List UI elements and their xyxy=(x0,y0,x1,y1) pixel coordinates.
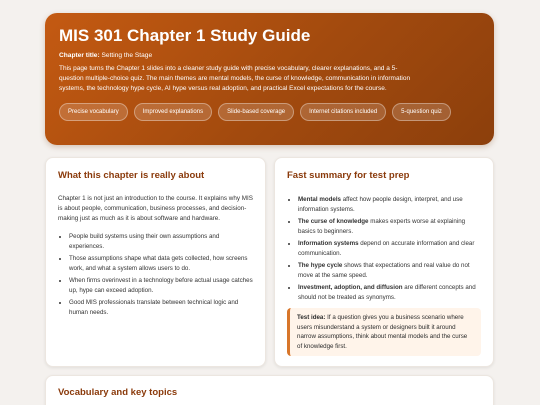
tip-text: If a question gives you a business scenario where users misunderstand a system or designers built it around narrow assumptions, think about mental models and the curse of knowledge first. xyxy=(297,314,468,350)
list-item xyxy=(298,283,481,302)
vocab-heading: Vocabulary and key topics xyxy=(58,387,178,398)
hero-description: This page turns the Chapter 1 slides into a cleaner study guide with precise vocabulary, clearer explanations, and a 5-question multiple-choice quiz. The main themes are mental models, the curse of knowledge, communication in information systems, the technology hype cycle, AI hype versus real adoption, and practical Excel expectations for the course. xyxy=(59,65,411,92)
summary-text: shows that expectations and real value do not move at the same speed. xyxy=(298,262,470,279)
summary-text: makes experts worse at explaining basics to beginners. xyxy=(298,218,466,235)
list-item xyxy=(298,195,481,214)
chip-row xyxy=(59,103,480,121)
about-bullets xyxy=(58,232,253,317)
list-item: • Good MIS professionals translate between technical logic and human needs. xyxy=(69,298,253,317)
vocab-card xyxy=(45,375,494,405)
about-paragraph: Chapter 1 is not just an introduction to the course. It explains why MIS is about people, communication, business processes, and decision-making just as much as it is about software and hardware. xyxy=(58,195,253,222)
tip-label: Test idea: xyxy=(297,314,326,321)
summary-text: are different concepts and should not be treated as synonyms. xyxy=(298,284,476,301)
list-item: • Those assumptions shape what data gets collected, how screens work, and what a system allows users to do. xyxy=(69,254,253,273)
summary-card xyxy=(274,157,494,367)
chip-precise-vocabulary: Precise vocabulary xyxy=(59,103,128,121)
summary-term: The curse of knowledge xyxy=(298,218,369,225)
list-item xyxy=(298,217,481,236)
chapter-subtitle xyxy=(59,52,480,59)
subtitle-value: Setting the Stage xyxy=(101,52,153,59)
chip-improved-explanations: Improved explanations xyxy=(134,103,212,121)
list-item xyxy=(298,261,481,280)
subtitle-label: Chapter title: xyxy=(59,52,100,59)
chip-quiz: 5-question quiz xyxy=(392,103,451,121)
list-item: • People build systems using their own assumptions and experiences. xyxy=(69,232,253,251)
list-item: • When firms overinvest in a technology before actual usage catches up, hype can exceed adoption. xyxy=(69,276,253,295)
test-idea-callout xyxy=(287,308,481,356)
summary-text: depend on accurate information and clear communication. xyxy=(298,240,475,257)
chip-internet-citations: Internet citations included xyxy=(300,103,386,121)
page-title: MIS 301 Chapter 1 Study Guide xyxy=(59,26,311,45)
about-heading: What this chapter is really about xyxy=(58,170,205,181)
chip-slide-based-coverage: Slide-based coverage xyxy=(218,103,294,121)
list-item xyxy=(298,239,481,258)
summary-heading: Fast summary for test prep xyxy=(287,170,410,181)
summary-text: affect how people design, interpret, and use information systems. xyxy=(298,196,463,213)
about-card xyxy=(45,157,266,367)
summary-list xyxy=(287,195,481,302)
summary-term: Investment, adoption, and diffusion xyxy=(298,284,403,291)
hero-banner xyxy=(45,13,494,145)
summary-term: Mental models xyxy=(298,196,341,203)
summary-term: Information systems xyxy=(298,240,359,247)
summary-term: The hype cycle xyxy=(298,262,343,269)
